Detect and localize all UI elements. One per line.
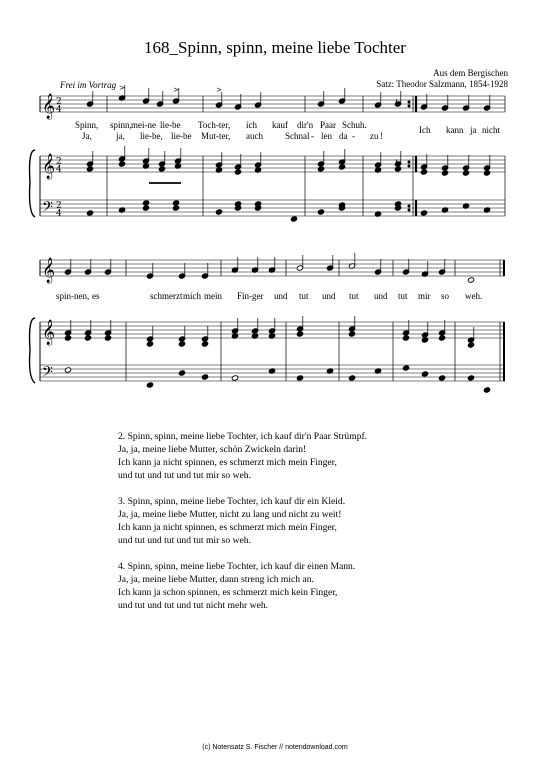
lyric-word: lie-be,	[140, 131, 163, 141]
lyric-word: spinn,	[110, 120, 132, 130]
lyric-word: lie-be	[171, 131, 192, 141]
verse-line: Ja, ja, meine liebe Mutter, nicht zu lang und nicht zu weit!	[118, 509, 342, 520]
piano-rh-note	[158, 166, 165, 172]
additional-verses	[118, 430, 367, 625]
lyric-word: spin-nen,	[56, 291, 90, 301]
lyric-word: dir'n	[297, 120, 314, 130]
piano-rh-note	[348, 331, 355, 337]
piano-lh-note	[348, 375, 355, 381]
lyric-word: !	[380, 131, 383, 141]
lyric-word: -	[352, 131, 355, 141]
melody-note	[467, 277, 474, 283]
lyric-word: ich	[246, 120, 257, 130]
time-signature-bottom: 4	[56, 165, 62, 175]
piano-lh-note	[420, 210, 427, 216]
arranger-label: Satz: Theodor Salzmann, 1854-1928	[376, 79, 508, 89]
lyric-word: Schuh.	[342, 120, 367, 130]
lyric-word: Fin-ger	[237, 291, 264, 301]
piano-rh-note	[462, 170, 469, 176]
lyric-word: Ich	[419, 125, 431, 135]
piano-lh-note	[296, 375, 303, 381]
lyric-word: und	[374, 291, 388, 301]
piano-rh-note	[420, 169, 427, 175]
piano-rh-note	[296, 331, 303, 337]
piano-lh-note	[86, 210, 93, 216]
piano-rh-note	[441, 170, 448, 176]
time-signature-bottom: 4	[56, 105, 62, 115]
lyric-word: auch	[246, 131, 263, 141]
verse-line: und tut und tut und tut nicht mehr weh.	[118, 600, 269, 611]
lyric-word: kann	[446, 125, 464, 135]
piano-lh-note	[172, 205, 179, 211]
lyric-word: Schnal	[285, 131, 310, 141]
treble-clef-icon: 𝄞	[42, 258, 56, 283]
piano-lh-note	[201, 374, 208, 380]
lyric-word: Spinn,	[75, 120, 99, 130]
piano-lh-note	[421, 371, 428, 377]
piano-lh-note	[402, 365, 409, 371]
repeat-dot	[408, 209, 410, 211]
repeat-dot	[408, 105, 410, 107]
lyric-word: schmerzt	[150, 291, 183, 301]
verse-line: Ja, ja, meine liebe Mutter, dann streng ich mich an.	[118, 574, 314, 585]
repeat-dot	[408, 165, 410, 167]
lyric-word: len	[321, 131, 332, 141]
lyric-word: Ja,	[82, 131, 92, 141]
lyric-word: Paar	[320, 120, 336, 130]
verse-line: Ich kann ja nicht spinnen, es schmerzt mich mein Finger,	[118, 457, 337, 468]
piano-rh-note	[438, 335, 445, 341]
lyric-word: mir	[418, 291, 431, 301]
time-signature-top: 2	[56, 201, 62, 211]
verse-2	[118, 430, 367, 482]
verse-line: und tut und tut und tut mir so weh.	[118, 470, 251, 481]
verse-line: 3. Spinn, spinn, meine liebe Tochter, ich kauf dir ein Kleid.	[118, 496, 346, 507]
treble-clef-icon: 𝄞	[42, 320, 56, 345]
lyric-word: und	[274, 291, 288, 301]
bass-clef-icon: 𝄢	[42, 199, 53, 219]
lyric-word: und	[322, 291, 336, 301]
verse-3	[118, 495, 367, 547]
piano-lh-note	[146, 382, 153, 388]
piano-rh-note	[84, 335, 91, 341]
accent-mark: >	[216, 86, 222, 94]
time-signature-bottom: 4	[56, 209, 62, 219]
piano-rh-note	[104, 335, 111, 341]
accent-mark: >	[173, 86, 179, 94]
lyric-word: kauf	[272, 120, 288, 130]
rest-icon: 𝄽	[395, 203, 398, 213]
lyric-word: weh.	[465, 291, 483, 301]
piano-lh-note	[178, 370, 185, 376]
verse-4	[118, 560, 367, 612]
piano-lh-note	[64, 367, 71, 373]
lyric-word: -	[311, 131, 314, 141]
piano-rh-note	[146, 341, 153, 347]
lyric-word: mein	[204, 291, 222, 301]
lyric-word: mei-ne	[131, 120, 156, 130]
piano-rh-note	[64, 335, 71, 341]
lyric-word: tut	[398, 291, 408, 301]
rest-icon: 𝄽	[395, 158, 398, 168]
piano-rh-note	[178, 341, 185, 347]
piano-lh-note	[438, 375, 445, 381]
lyric-word: nicht	[482, 125, 500, 135]
piano-lh-note	[142, 205, 149, 211]
accent-mark: >	[119, 84, 125, 92]
lyric-word: ja	[470, 125, 477, 135]
rest-icon: 𝄽	[395, 98, 398, 108]
piano-brace	[30, 150, 35, 217]
time-signature-top: 2	[56, 97, 62, 107]
repeat-dot	[408, 161, 410, 163]
piano-rh-note	[338, 164, 345, 170]
time-signature-top: 2	[56, 157, 62, 167]
lyric-word: tut	[299, 291, 309, 301]
lyric-word: es	[92, 291, 100, 301]
piano-rh-note	[483, 170, 490, 176]
lyric-word: Mut-ter,	[201, 131, 231, 141]
bass-clef-icon: 𝄢	[42, 364, 53, 384]
piano-lh-note	[172, 200, 179, 206]
verse-line: Ja, ja, meine liebe Mutter, schön Zwickeln darin!	[118, 444, 307, 455]
repeat-dot	[408, 101, 410, 103]
piano-rh-note	[317, 166, 324, 172]
piano-lh-note	[215, 209, 222, 215]
piano-lh-note	[317, 209, 324, 215]
lyric-word: da	[339, 131, 348, 141]
page-title: 168_Spinn, spinn, meine liebe Tochter	[144, 38, 406, 57]
footer-credit: (c) Notensatz S. Fischer // notendownload.com	[202, 744, 348, 751]
piano-lh-note	[231, 375, 238, 381]
piano-rh-note	[402, 335, 409, 341]
treble-clef-icon: 𝄞	[42, 94, 56, 119]
lyric-word: zu	[370, 131, 379, 141]
tempo-marking: Frei im Vortrag	[60, 80, 117, 90]
piano-rh-note	[467, 342, 474, 348]
repeat-dot	[408, 205, 410, 207]
lyric-word: lie-be	[160, 120, 181, 130]
verse-line: Ich kann ja schon spinnen, es schmerzt mich kein Finger,	[118, 587, 338, 598]
verse-line: Ich kann ja nicht spinnen, es schmerzt mich mein Finger,	[118, 522, 337, 533]
piano-brace	[30, 318, 35, 383]
lyric-word: mich	[183, 291, 201, 301]
origin-label: Aus dem Bergischen	[433, 68, 508, 78]
piano-rh-note	[201, 341, 208, 347]
lyric-word: so	[441, 291, 450, 301]
piano-lh-note	[483, 387, 490, 393]
piano-lh-note	[142, 200, 149, 206]
verse-line: 2. Spinn, spinn, meine liebe Tochter, ich kauf dir'n Paar Strümpf.	[118, 431, 368, 442]
lyric-word: ja,	[116, 131, 125, 141]
verse-line: 4. Spinn, spinn, meine liebe Tochter, ich kauf dir einen Mann.	[118, 561, 356, 572]
piano-rh-note	[86, 166, 93, 172]
piano-rh-note	[234, 169, 241, 175]
lyric-word: Toch-ter,	[198, 120, 231, 130]
piano-lh-note	[290, 216, 297, 222]
lyric-word: tut	[349, 291, 359, 301]
treble-clef-icon: 𝄞	[42, 154, 56, 179]
piano-lh-note	[467, 375, 474, 381]
piano-rh-note	[118, 161, 125, 167]
verse-line: und tut und tut und tut mir so weh.	[118, 535, 251, 546]
